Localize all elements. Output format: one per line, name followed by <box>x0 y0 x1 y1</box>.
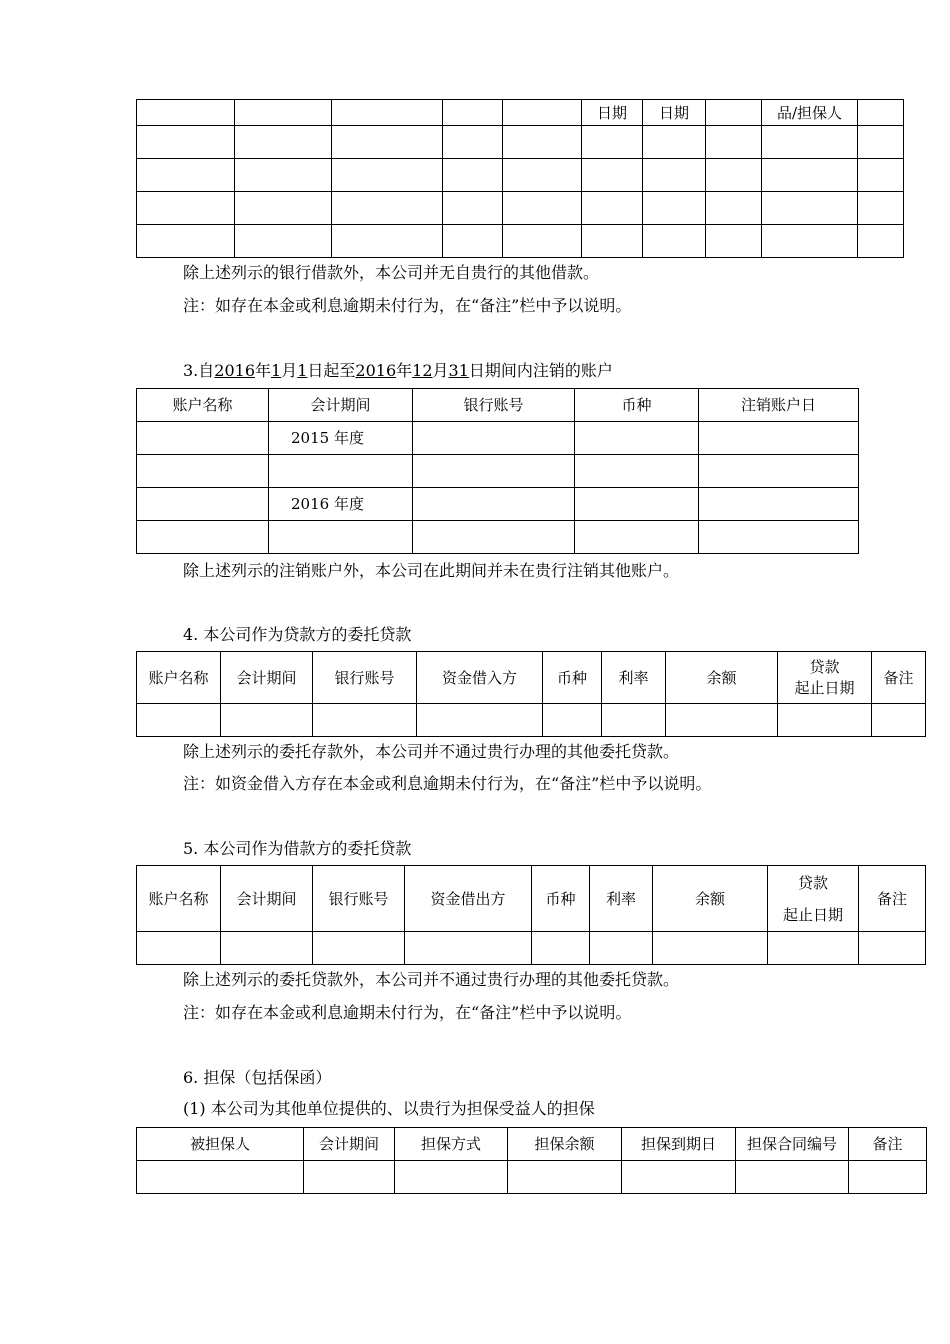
header-cell <box>443 100 503 126</box>
table-row <box>137 932 926 965</box>
closed-accounts-statement: 除上述列示的注销账户外，本公司在此期间并未在贵行注销其他账户。 <box>183 561 680 580</box>
table-row <box>137 422 859 455</box>
table-header-row <box>137 389 859 422</box>
bank-loan-note: 注：如存在本金或利息逾期未付行为，在“备注”栏中予以说明。 <box>183 296 632 315</box>
table-row <box>137 159 904 192</box>
header-cell: 余额 <box>653 866 768 932</box>
header-cell: 银行账号 <box>413 389 575 422</box>
header-cell <box>503 100 582 126</box>
header-cell: 注销账户日 <box>699 389 859 422</box>
header-cell: 账户名称 <box>137 866 221 932</box>
header-cell: 贷款 起止日期 <box>768 866 859 932</box>
table-header-row <box>137 100 904 126</box>
closed-accounts-table <box>136 388 859 554</box>
header-cell: 账户名称 <box>137 652 221 704</box>
section-4-title: 4. 本公司作为贷款方的委托贷款 <box>183 625 412 644</box>
lender-loans-note: 注：如资金借入方存在本金或利息逾期未付行为，在“备注”栏中予以说明。 <box>183 774 712 793</box>
header-cell: 被担保人 <box>137 1128 304 1161</box>
header-cell: 会计期间 <box>221 866 313 932</box>
borrower-loans-note: 注：如存在本金或利息逾期未付行为，在“备注”栏中予以说明。 <box>183 1003 632 1022</box>
header-cell: 银行账号 <box>313 866 405 932</box>
table-header-row <box>137 866 926 932</box>
section-6-title: 6. 担保（包括保函） <box>183 1068 332 1087</box>
header-cell: 资金借入方 <box>417 652 543 704</box>
header-cell <box>858 100 904 126</box>
table-row <box>137 192 904 225</box>
table-header-row <box>137 652 926 704</box>
table-row <box>137 1161 927 1194</box>
header-cell <box>706 100 762 126</box>
period-cell: 2016 年度 <box>269 488 413 521</box>
header-cell: 银行账号 <box>313 652 417 704</box>
header-cell: 会计期间 <box>269 389 413 422</box>
loan-table-continued <box>136 99 904 258</box>
table-row <box>137 704 926 737</box>
table-row <box>137 126 904 159</box>
table-row <box>137 225 904 258</box>
header-cell: 利率 <box>602 652 666 704</box>
header-cell: 担保到期日 <box>622 1128 736 1161</box>
header-cell: 币种 <box>543 652 602 704</box>
section-3-title: 3.自2016年1月1日起至2016年12月31日期间内注销的账户 <box>183 361 613 380</box>
entrusted-loans-lender-table <box>136 651 926 737</box>
header-cell: 担保余额 <box>508 1128 622 1161</box>
bank-loan-statement: 除上述列示的银行借款外，本公司并无自贵行的其他借款。 <box>183 263 600 282</box>
header-cell: 余额 <box>666 652 778 704</box>
table-row <box>137 521 859 554</box>
header-cell: 担保合同编号 <box>736 1128 849 1161</box>
lender-loans-statement: 除上述列示的委托存款外，本公司并不通过贵行办理的其他委托贷款。 <box>183 742 680 761</box>
header-cell <box>235 100 332 126</box>
table-header-row <box>137 1128 927 1161</box>
header-cell: 备注 <box>859 866 926 932</box>
header-cell: 日期 <box>582 100 643 126</box>
header-cell <box>137 100 235 126</box>
header-cell: 利率 <box>590 866 653 932</box>
header-cell: 币种 <box>575 389 699 422</box>
header-cell: 币种 <box>532 866 590 932</box>
header-cell: 备注 <box>872 652 926 704</box>
section-6-subtitle: (1) 本公司为其他单位提供的、以贵行为担保受益人的担保 <box>183 1099 595 1118</box>
period-cell: 2015 年度 <box>269 422 413 455</box>
header-cell: 会计期间 <box>221 652 313 704</box>
section-5-title: 5. 本公司作为借款方的委托贷款 <box>183 839 412 858</box>
header-cell: 资金借出方 <box>405 866 532 932</box>
header-cell: 会计期间 <box>304 1128 395 1161</box>
header-cell: 账户名称 <box>137 389 269 422</box>
header-cell: 备注 <box>849 1128 927 1161</box>
header-cell: 日期 <box>643 100 706 126</box>
header-cell: 担保方式 <box>395 1128 508 1161</box>
table-row <box>137 488 859 521</box>
guarantees-table <box>136 1127 927 1194</box>
header-cell: 品/担保人 <box>762 100 858 126</box>
entrusted-loans-borrower-table <box>136 865 926 965</box>
header-cell: 贷款 起止日期 <box>778 652 872 704</box>
table-row <box>137 455 859 488</box>
borrower-loans-statement: 除上述列示的委托贷款外，本公司并不通过贵行办理的其他委托贷款。 <box>183 970 680 989</box>
header-cell <box>332 100 443 126</box>
